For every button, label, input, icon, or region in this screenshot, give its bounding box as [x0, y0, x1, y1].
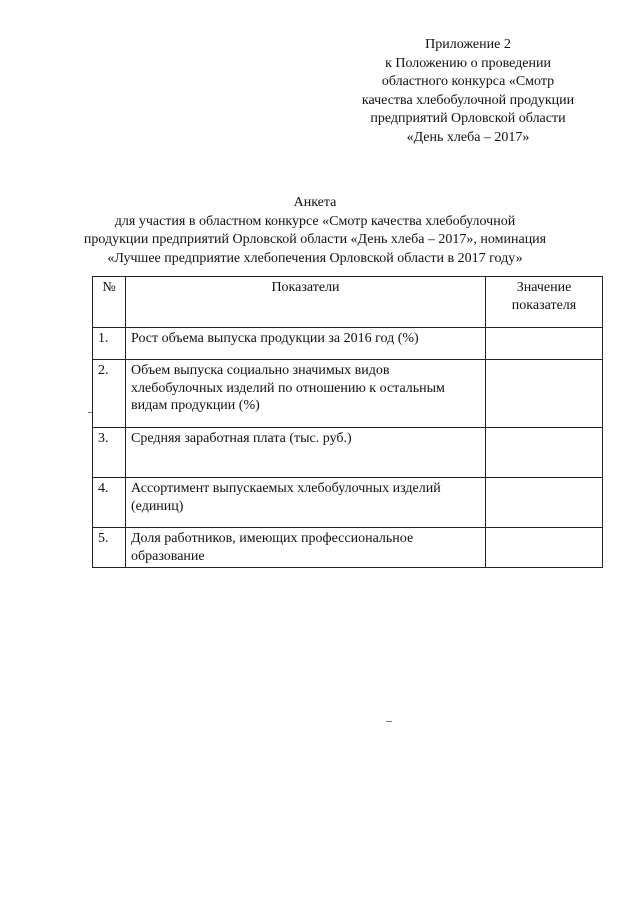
appendix-line: предприятий Орловской области [370, 111, 566, 126]
appendix-line: областного конкурса «Смотр [381, 74, 555, 89]
form-heading [80, 194, 550, 268]
row-value-cell[interactable] [486, 528, 603, 568]
header-value: Значение показателя [486, 277, 603, 328]
table-row [93, 478, 603, 528]
form-subtitle-line: для участия в областном конкурсе «Смотр качества хлебобулочной [114, 213, 516, 229]
row-indicator: Рост объема выпуска продукции за 2016 год (%) [126, 328, 486, 360]
row-number: 5. [93, 528, 126, 568]
table-header-row [93, 277, 603, 328]
row-indicator: Средняя заработная плата (тыс. руб.) [126, 428, 486, 478]
row-value-cell[interactable] [486, 360, 603, 428]
row-indicator: Доля работников, имеющих профессиональное образование [126, 528, 486, 568]
table-row [93, 360, 603, 428]
scan-mark [386, 721, 392, 722]
row-number: 3. [93, 428, 126, 478]
row-value-cell[interactable] [486, 478, 603, 528]
header-indicators: Показатели [126, 277, 486, 328]
row-value-cell[interactable] [486, 328, 603, 360]
row-indicator: Ассортимент выпускаемых хлебобулочных изделий (единиц) [126, 478, 486, 528]
form-subtitle-line: «Лучшее предприятие хлебопечения Орловской области в 2017 году» [107, 250, 523, 266]
table-row [93, 428, 603, 478]
appendix-line: «День хлеба – 2017» [406, 129, 530, 145]
form-subtitle-line: продукции предприятий Орловской области «День хлеба – 2017», номинация [83, 232, 547, 247]
row-indicator: Объем выпуска социально значимых видов хлебобулочных изделий по отношению к остальным видам продукции (%) [126, 360, 486, 428]
row-number: 2. [93, 360, 126, 428]
row-number: 1. [93, 328, 126, 360]
header-number: № [93, 277, 126, 328]
table-row [93, 528, 603, 568]
scan-mark [88, 412, 92, 413]
row-value-cell[interactable] [486, 428, 603, 478]
appendix-line: Приложение 2 [425, 37, 511, 52]
appendix-line: к Положению о проведении [385, 55, 551, 71]
appendix-line: качества хлебобулочной продукции [361, 92, 575, 108]
form-title: Анкета [293, 195, 337, 210]
table-row [93, 328, 603, 360]
row-number: 4. [93, 478, 126, 528]
questionnaire-table [92, 276, 603, 568]
appendix-block [348, 36, 588, 147]
